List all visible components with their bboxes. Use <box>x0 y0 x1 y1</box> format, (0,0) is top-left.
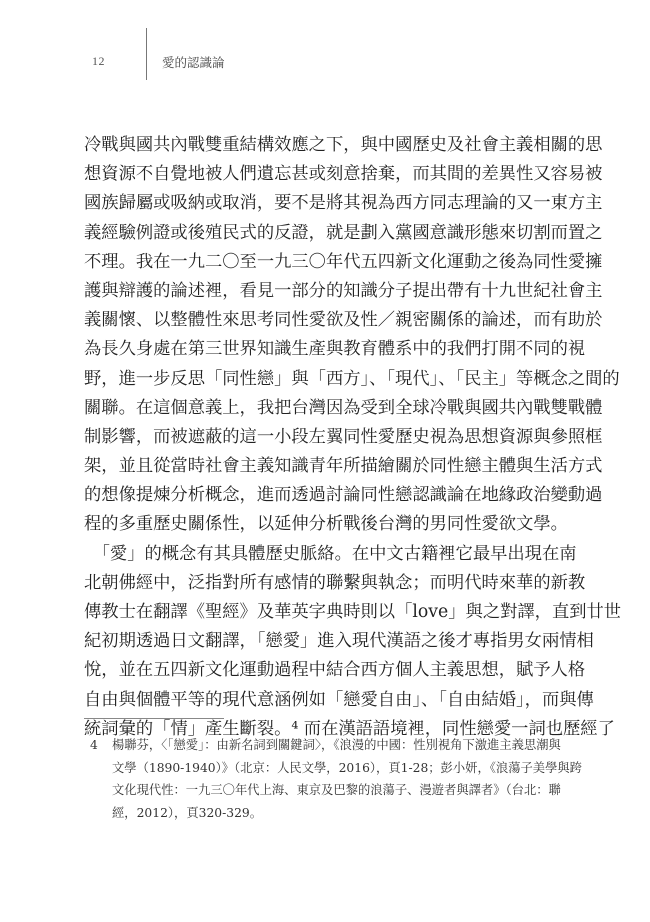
body-line: 義關懷、以整體性來思考同性愛欲及性／親密關係的論述，而有助於 <box>84 310 603 331</box>
body-line: 不理。我在一九二〇至一九三〇年代五四新文化運動之後為同性愛擁 <box>84 251 603 272</box>
body-line: 傳教士在翻譯《聖經》及華英字典時則以「love」與之對譯，直到廿世 <box>84 602 622 622</box>
running-title: 愛的認識論 <box>162 55 225 70</box>
footnote-divider <box>84 718 224 719</box>
body-line: 制影響，而被遮蔽的這一小段左翼同性愛歷史視為思想資源與參照框 <box>84 426 603 447</box>
body-line: 程的多重歷史關係性，以延伸分析戰後台灣的男同性愛欲文學。 <box>84 514 568 535</box>
body-line: 冷戰與國共內戰雙重結構效應之下，與中國歷史及社會主義相關的思 <box>84 135 603 155</box>
footnote-text <box>112 734 582 824</box>
body-line: 「愛」的概念有其具體歷史脈絡。在中文古籍裡它最早出現在南 <box>84 543 577 564</box>
body-text <box>84 131 622 744</box>
footnote-line: 文學（1890-1940）》（北京：人民文學，2016），頁1-28；彭小妍，《浪蕩子美學與跨 <box>112 760 582 775</box>
body-line: 關聯。在這個意義上，我把台灣因為受到全球冷戰與國共內戰雙戰體 <box>84 397 603 418</box>
body-line: 悅，並在五四新文化運動過程中結合西方個人主義思想，賦予人格 <box>84 660 586 681</box>
body-line: 自由與個體平等的現代意涵例如「戀愛自由」、「自由結婚」，而與傳 <box>84 689 594 710</box>
body-line: 紀初期透過日文翻譯，「戀愛」進入現代漢語之後才專指男女兩情相 <box>84 631 594 652</box>
body-line: 想資源不自覺地被人們遺忘甚或刻意捨棄，而其間的差異性又容易被 <box>84 164 603 185</box>
body-line: 北朝佛經中，泛指對所有感情的聯繫與執念；而明代時來華的新教 <box>84 572 586 593</box>
body-line: 國族歸屬或吸納或取消，要不是將其視為西方同志理論的又一東方主 <box>84 193 603 214</box>
body-line: 護與辯護的論述裡，看見一部分的知識分子提出帶有十九世紀社會主 <box>84 280 603 301</box>
page-number: 12 <box>92 54 105 68</box>
body-line: 統詞彙的「情」產生斷裂。⁴ 而在漢語語境裡，同性戀愛一詞也歷經了 <box>84 718 615 739</box>
footnote-number: 4 <box>90 738 98 752</box>
footnote-line: 經，2012），頁320-329。 <box>112 805 263 820</box>
body-line: 為長久身處在第三世界知識生產與教育體系中的我們打開不同的視 <box>84 339 586 360</box>
footnote-line: 楊聯芬，〈「戀愛」：由新名詞到關鍵詞〉，《浪漫的中國：性別視角下激進主義思潮與 <box>112 738 561 752</box>
body-line: 的想像提煉分析概念，進而透過討論同性戀認識論在地緣政治變動過 <box>84 485 603 506</box>
body-line: 野，進一步反思「同性戀」與「西方」、「現代」、「民主」等概念之間的 <box>84 368 620 389</box>
footnote-line: 文化現代性：一九三〇年代上海、東京及巴黎的浪蕩子、漫遊者與譯者》（台北：聯 <box>112 783 561 798</box>
body-line: 架，並且從當時社會主義知識青年所描繪關於同性戀主體與生活方式 <box>84 456 603 477</box>
header-divider <box>146 28 147 80</box>
body-line: 義經驗例證或後殖民式的反證，就是劃入黨國意識形態來切割而置之 <box>84 222 603 243</box>
running-header <box>0 0 650 80</box>
